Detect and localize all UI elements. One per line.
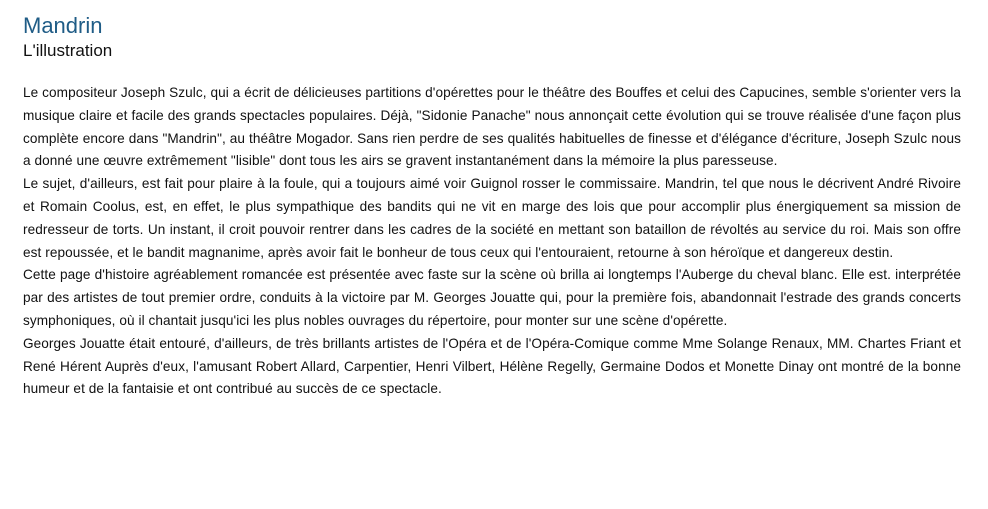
paragraph: Le compositeur Joseph Szulc, qui a écrit de délicieuses partitions d'opérettes pour le théâtre des Bouffes et celui des Capucines, semble s'orienter vers la musique claire et facile des grands spectacles populaires. Déjà, "Sidonie Panache" nous annonçait cette évolution qui se trouve réalisée d'une façon plus complète encore dans "Mandrin", au théâtre Mogador. Sans rien perdre de ses qualités habituelles de finesse et d'élégance d'écriture, Joseph Szulc nous a donné une œuvre extrêmement "lisible" dont tous les airs se gravent instantanément dans la mémoire la plus paresseuse.	[23, 85, 961, 169]
paragraph: Georges Jouatte était entouré, d'ailleurs, de très brillants artistes de l'Opéra et de l'Opéra-Comique comme Mme Solange Renaux, MM. Chartes Friant et René Hérent Auprès d'eux, l'amusant Robert Allard, Carpentier, Henri Vilbert, Hélène Regelly, Germaine Dodos et Monette Dinay ont montré de la bonne humeur et de la fantaisie et ont contribué au succès de ce spectacle.	[23, 335, 961, 397]
document-title: Mandrin	[23, 13, 103, 38]
paragraph: Cette page d'histoire agréablement romancée est présentée avec faste sur la scène où brilla ai longtemps l'Auberge du cheval blanc. Elle est. interprétée par des artistes de tout premier ordre, conduits à la victoire par M. Georges Jouatte qui, pour la première fois, abandonnait l'estrade des grands concerts symphoniques, où il chantait jusqu'ici les plus nobles ouvrages du répertoire, pour monter sur une scène d'opérette.	[23, 267, 961, 328]
document-subtitle: L'illustration	[23, 41, 113, 60]
paragraph: Le sujet, d'ailleurs, est fait pour plaire à la foule, qui a toujours aimé voir Guignol rosser le commissaire. Mandrin, tel que nous le décrivent André Rivoire et Romain Coolus, est, en effet, le plus sympathique des bandits qui ne vit en marge des lois que pour accomplir plus énergiquement sa mission de redresseur de torts. Un instant, il croit pouvoir rentrer dans les cadres de la société en mettant son bataillon de révoltés au service du roi. Mais son offre est repoussée, et le bandit magnanime, après avoir fait le bonheur de tous ceux qui l'entouraient, retourne à son héroïque et dangereux destin.	[23, 176, 961, 260]
document-body	[23, 82, 961, 401]
document-page	[23, 12, 961, 401]
